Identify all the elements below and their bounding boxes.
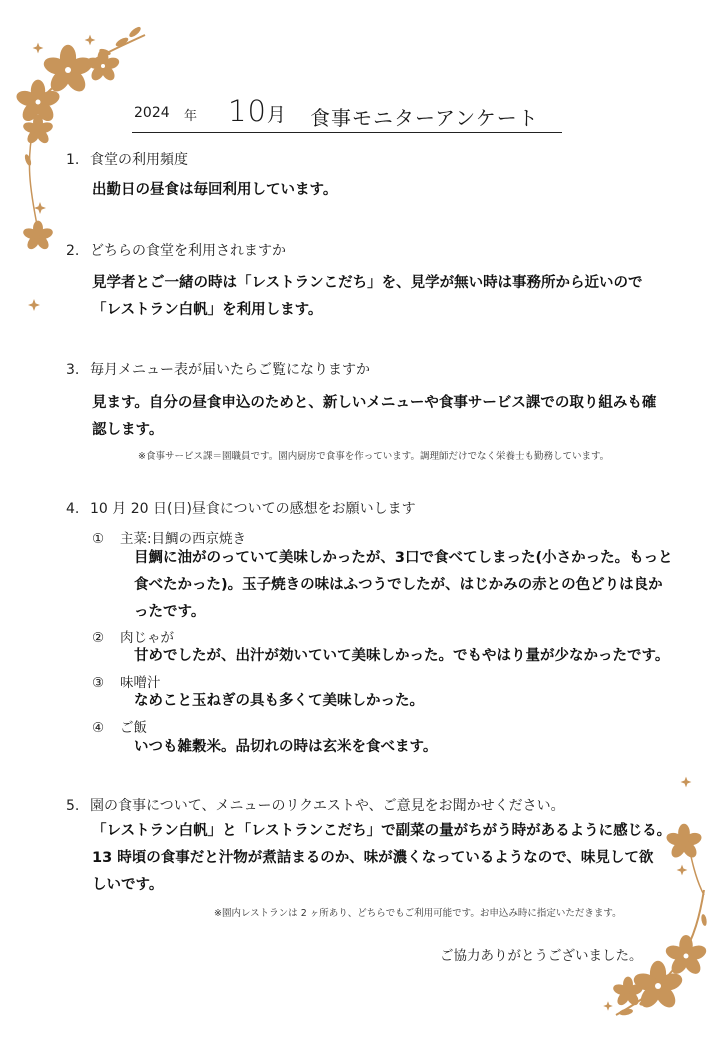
question-1 <box>66 149 188 169</box>
question-number: 2. <box>66 243 80 259</box>
sub-item-mark: ② <box>92 630 105 646</box>
thanks-message: ご協力ありがとうございました。 <box>440 948 643 964</box>
question-number: 5. <box>66 798 80 814</box>
answer-line: 目鯛に油がのっていて美味しかったが、3口で食べてしまった(小さかった。もっと <box>134 550 673 566</box>
note-5: ※園内レストランは 2 ヶ所あり、どちらでもご利用可能です。お申込み時に指定いただきます。 <box>214 908 622 919</box>
answer-line: いつも雑穀米。品切れの時は玄米を食べます。 <box>134 739 438 755</box>
sub-item-mark: ③ <box>92 675 105 691</box>
page-title <box>132 96 562 133</box>
title-month-suffix: 月 <box>266 104 287 126</box>
answer-1: 出勤日の昼食は毎回利用しています。 <box>92 182 338 198</box>
answer-line: なめこと玉ねぎの具も多くて美味しかった。 <box>134 693 424 709</box>
sub-item-label: 肉じゃが <box>120 630 174 646</box>
question-text: 園の食事について、メニューのリクエストや、ご意見をお聞かせください。 <box>90 798 565 814</box>
sub-answer-3 <box>134 688 424 715</box>
question-text: 毎月メニュー表が届いたらご覧になりますか <box>90 362 370 378</box>
flower-cluster-bottom-right-icon <box>586 770 716 1030</box>
answer-line: しいです。 <box>92 877 164 893</box>
answer-line: 「レストラン白帆」と「レストランこだち」で副菜の量がちがう時があるように感じる。 <box>92 823 672 839</box>
answer-line: ったです。 <box>134 604 206 620</box>
title-month-number: 10 <box>228 94 267 128</box>
sub-item-1 <box>92 527 246 547</box>
sub-answer-1 <box>134 545 673 626</box>
answer-line: 見学者とご一緒の時は「レストランこだち」を、見学が無い時は事務所から近いので <box>92 275 643 291</box>
sub-answer-2 <box>134 643 669 670</box>
answer-line: 見ます。自分の昼食申込のためと、新しいメニューや食事サービス課での取り組みも確 <box>92 395 657 411</box>
question-2 <box>66 240 286 260</box>
sub-item-label: ご飯 <box>120 720 147 736</box>
question-text: 食堂の利用頻度 <box>90 152 188 168</box>
sub-item-label: 味噌汁 <box>120 675 161 691</box>
title-main: 食事モニターアンケート <box>310 106 539 130</box>
sub-item-4 <box>92 716 147 736</box>
question-text: どちらの食堂を利用されますか <box>90 243 286 259</box>
title-month <box>228 94 287 128</box>
sub-item-label: 主菜:目鯛の西京焼き <box>120 531 247 547</box>
answer-line: 認します。 <box>92 422 164 438</box>
answer-line: 甘めでしたが、出汁が効いていて美味しかった。でもやはり量が少なかったです。 <box>134 648 670 664</box>
sub-answer-4 <box>134 734 437 761</box>
question-5 <box>66 795 565 815</box>
answer-2 <box>92 270 643 324</box>
answer-line: 食べたかった)。玉子焼きの味はふつうでしたが、はじかみの赤との色どりは良か <box>134 577 663 593</box>
question-4 <box>66 498 416 518</box>
answer-3 <box>92 390 656 444</box>
answer-line: 13 時頃の食事だと汁物が煮詰まるのか、味が濃くなっているようなので、味見して欲 <box>92 850 654 866</box>
question-3 <box>66 359 370 379</box>
answer-line: 「レストラン白帆」を利用します。 <box>92 302 323 318</box>
question-number: 1. <box>66 152 80 168</box>
sub-item-mark: ④ <box>92 720 105 736</box>
sub-item-mark: ① <box>92 531 105 547</box>
title-year: 2024 <box>134 105 170 121</box>
question-text: 10 月 20 日(日)昼食についての感想をお願いします <box>90 501 416 517</box>
answer-5 <box>92 818 671 899</box>
question-number: 3. <box>66 362 80 378</box>
note-3: ※食事サービス課＝園職員です。園内厨房で食事を作っています。調理師だけでなく栄養士も勤務しています。 <box>138 451 610 462</box>
question-number: 4. <box>66 501 80 517</box>
title-year-suffix: 年 <box>184 109 198 124</box>
